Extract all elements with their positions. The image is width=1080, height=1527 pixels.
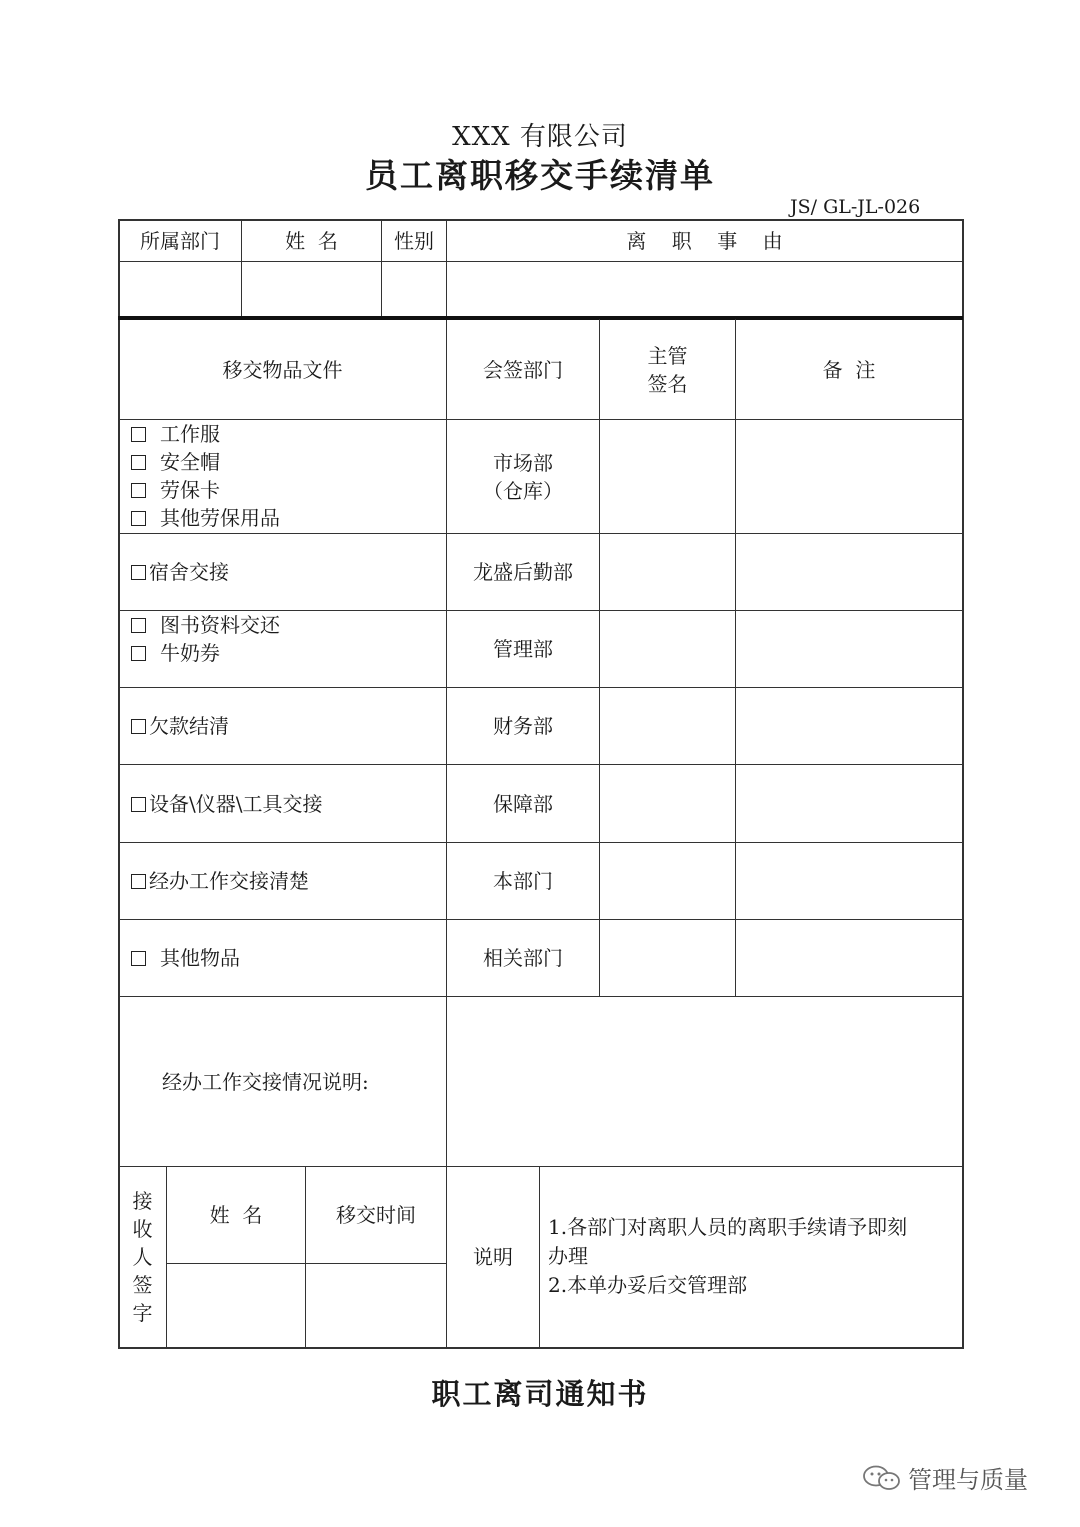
header-items: 移交物品文件 bbox=[222, 357, 343, 382]
checkbox[interactable] bbox=[131, 719, 146, 734]
checkbox[interactable] bbox=[131, 646, 146, 661]
checkbox[interactable] bbox=[131, 797, 146, 812]
row-6-dept: 本部门 bbox=[493, 869, 553, 893]
row-3-items bbox=[131, 611, 446, 687]
header-signing-dept: 会签部门 bbox=[483, 357, 563, 382]
document-number: JS/ GL-JL-026 bbox=[790, 196, 921, 218]
list-item: 其他物品 bbox=[131, 944, 240, 972]
row-4-items bbox=[131, 688, 446, 764]
list-item: 图书资料交还 bbox=[131, 611, 280, 639]
name-field[interactable] bbox=[242, 262, 381, 316]
row-2-items bbox=[131, 534, 446, 610]
company-name: XXX 有限公司 bbox=[452, 122, 628, 152]
receiver-name-field[interactable] bbox=[167, 1264, 305, 1347]
supervisor-label-line2: 签名 bbox=[647, 371, 688, 396]
list-item: 设备\仪器\工具交接 bbox=[131, 790, 322, 818]
receiver-signature-label: 接 收 人 签 字 bbox=[132, 1189, 153, 1325]
note-label: 说明 bbox=[473, 1245, 513, 1269]
row-3-dept: 管理部 bbox=[493, 637, 553, 661]
checkbox[interactable] bbox=[131, 618, 146, 633]
list-item: 工作服 bbox=[131, 420, 220, 448]
row-5-items bbox=[131, 765, 446, 842]
list-item: 其他劳保用品 bbox=[131, 504, 280, 532]
list-item: 宿舍交接 bbox=[131, 558, 229, 586]
header-supervisor-signature bbox=[600, 320, 735, 419]
receiver-time-label: 移交时间 bbox=[336, 1203, 416, 1227]
row-1-dept: 市场部 （仓库） bbox=[483, 450, 563, 503]
receiver-name-label: 姓 名 bbox=[209, 1203, 263, 1227]
form-title: 员工离职移交手续清单 bbox=[365, 156, 715, 195]
handover-note-label: 经办工作交接情况说明: bbox=[162, 1069, 369, 1094]
gender-field[interactable] bbox=[382, 262, 446, 316]
row-2-dept: 龙盛后勤部 bbox=[473, 560, 573, 584]
list-item: 经办工作交接清楚 bbox=[131, 867, 309, 895]
row-1-items bbox=[131, 420, 446, 533]
row-6-items bbox=[131, 843, 446, 919]
checkbox[interactable] bbox=[131, 511, 146, 526]
list-item: 安全帽 bbox=[131, 448, 220, 476]
row-7-items bbox=[131, 920, 446, 996]
department-field[interactable] bbox=[119, 262, 241, 316]
instructions-text: 1.各部门对离职人员的离职手续请予即刻 办理 2.本单办妥后交管理部 bbox=[548, 1215, 908, 1297]
checkbox[interactable] bbox=[131, 565, 146, 580]
row-7-dept: 相关部门 bbox=[483, 946, 563, 970]
watermark-text: 管理与质量 bbox=[908, 1466, 1028, 1494]
list-item: 劳保卡 bbox=[131, 476, 220, 504]
row-4-dept: 财务部 bbox=[493, 714, 553, 738]
header-department: 所属部门 bbox=[140, 228, 220, 253]
receiver-time-field[interactable] bbox=[306, 1264, 446, 1347]
checkbox[interactable] bbox=[131, 951, 146, 966]
checkbox[interactable] bbox=[131, 455, 146, 470]
header-gender: 性别 bbox=[394, 228, 434, 253]
watermark bbox=[862, 1460, 1028, 1495]
header-name: 姓 名 bbox=[285, 228, 338, 253]
notice-title: 职工离司通知书 bbox=[431, 1377, 649, 1411]
row-5-dept: 保障部 bbox=[493, 791, 553, 816]
header-reason: 离 职 事 由 bbox=[626, 228, 783, 253]
header-remarks: 备 注 bbox=[822, 357, 876, 382]
supervisor-label-line1: 主管 bbox=[647, 343, 688, 368]
handover-note-field[interactable] bbox=[447, 997, 962, 1166]
checkbox[interactable] bbox=[131, 483, 146, 498]
checkbox[interactable] bbox=[131, 427, 146, 442]
wechat-icon bbox=[862, 1465, 902, 1491]
reason-field[interactable] bbox=[447, 262, 962, 316]
list-item: 牛奶券 bbox=[131, 639, 220, 667]
list-item: 欠款结清 bbox=[131, 712, 229, 740]
checkbox[interactable] bbox=[131, 874, 146, 889]
